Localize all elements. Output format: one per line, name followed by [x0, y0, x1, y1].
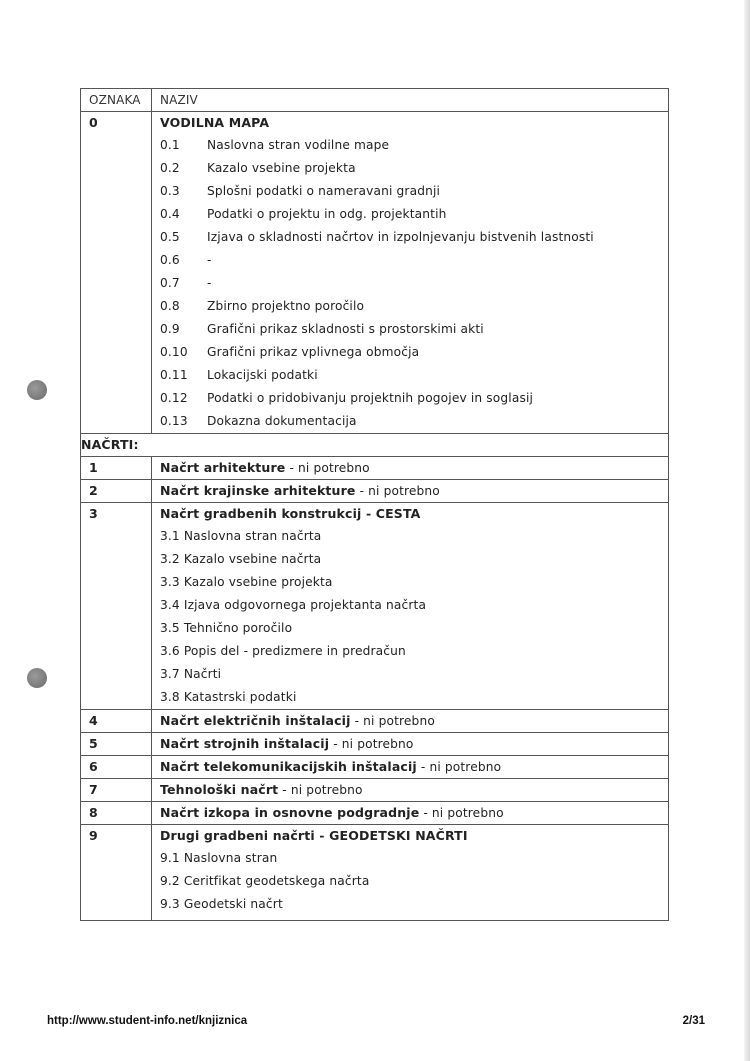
- header-naziv: NAZIV: [152, 89, 669, 112]
- plan-cell: [152, 503, 669, 710]
- table-row-plan-7: [81, 779, 669, 802]
- row-code: 8: [81, 802, 152, 825]
- list-item: 3.4 Izjava odgovornega projektanta načrta: [160, 598, 427, 612]
- nacrti-label: NAČRTI:: [81, 434, 152, 457]
- nacrti-spacer: [152, 434, 669, 457]
- item-number: 0.12: [160, 391, 188, 405]
- item-label: Izjava o skladnosti načrtov in izpolnjevanju bistvenih lastnosti: [207, 230, 594, 244]
- plan-title: Načrt telekomunikacijskih inštalacij: [160, 759, 417, 774]
- vodilna-title: VODILNA MAPA: [160, 115, 270, 130]
- item-number: 0.8: [160, 299, 180, 313]
- list-item: [152, 203, 668, 226]
- plan-status: - ni potrebno: [285, 461, 370, 475]
- list-item: 3.2 Kazalo vsebine načrta: [160, 552, 322, 566]
- list-item: 9.1 Naslovna stran: [160, 851, 278, 865]
- item-label: -: [207, 253, 212, 267]
- table-row-plan-1: [81, 457, 669, 480]
- list-item: 9.2 Ceritfikat geodetskega načrta: [160, 874, 370, 888]
- plan-status: - ni potrebno: [350, 714, 435, 728]
- row-code: 6: [81, 756, 152, 779]
- table-row-plan-6: [81, 756, 669, 779]
- plan-title: Drugi gradbeni načrti - GEODETSKI NAČRTI: [160, 828, 468, 843]
- page-edge-shadow: [744, 0, 750, 1061]
- table-row-nacrti-label: [81, 434, 669, 457]
- plan-cell: [152, 457, 669, 480]
- item-label: Zbirno projektno poročilo: [207, 299, 365, 313]
- item-number: 0.13: [160, 414, 188, 428]
- plan-cell: [152, 480, 669, 503]
- vodilna-content: [152, 112, 669, 434]
- table-row-plan-2: [81, 480, 669, 503]
- item-label: Naslovna stran vodilne mape: [207, 138, 390, 152]
- item-number: 0.11: [160, 368, 188, 382]
- list-item: [152, 180, 668, 203]
- list-item: [152, 249, 668, 272]
- list-item: 3.8 Katastrski podatki: [160, 690, 297, 704]
- plan-title: Načrt strojnih inštalacij: [160, 736, 330, 751]
- list-item: [152, 134, 668, 157]
- row-code: 9: [81, 825, 152, 921]
- list-item: [152, 272, 668, 295]
- item-number: 0.2: [160, 161, 180, 175]
- header-oznaka: OZNAKA: [81, 89, 152, 112]
- plan-title: Načrt krajinske arhitekture: [160, 483, 356, 498]
- item-number: 0.10: [160, 345, 188, 359]
- plan-status: - ni potrebno: [419, 806, 504, 820]
- list-item: 3.3 Kazalo vsebine projekta: [160, 575, 333, 589]
- plan-cell: [152, 710, 669, 733]
- plan-title: Načrt električnih inštalacij: [160, 713, 351, 728]
- table-row-vodilna-mapa: [81, 112, 669, 434]
- row-code: 0: [81, 112, 152, 434]
- item-number: 0.3: [160, 184, 180, 198]
- plan-cell: [152, 825, 669, 921]
- table-row-plan-4: [81, 710, 669, 733]
- item-label: Grafični prikaz vplivnega območja: [207, 345, 420, 359]
- plan-status: - ni potrebno: [355, 484, 440, 498]
- plan-status: - ni potrebno: [416, 760, 502, 774]
- table-row-plan-5: [81, 733, 669, 756]
- list-item: [152, 410, 668, 433]
- item-label: Kazalo vsebine projekta: [207, 161, 356, 175]
- item-label: Podatki o pridobivanju projektnih pogojev in soglasij: [207, 391, 534, 405]
- plan-title: Načrt izkopa in osnovne podgradnje: [160, 805, 420, 820]
- item-number: 0.7: [160, 276, 180, 290]
- list-item: 9.3 Geodetski načrt: [160, 897, 283, 911]
- item-number: 0.6: [160, 253, 180, 267]
- list-item: [152, 295, 668, 318]
- table-row-plan-8: [81, 802, 669, 825]
- item-label: Podatki o projektu in odg. projektantih: [207, 207, 447, 221]
- plan-title: Načrt gradbenih konstrukcij - CESTA: [160, 506, 421, 521]
- list-item: [152, 157, 668, 180]
- item-label: Lokacijski podatki: [207, 368, 318, 382]
- plan-cell: [152, 802, 669, 825]
- plan-title: Tehnološki načrt: [160, 782, 279, 797]
- table-row-plan-3: [81, 503, 669, 710]
- footer-url[interactable]: http://www.student-info.net/knjiznica: [47, 1015, 248, 1027]
- row-code: 7: [81, 779, 152, 802]
- list-item: [152, 341, 668, 364]
- list-item: [152, 318, 668, 341]
- row-code: 5: [81, 733, 152, 756]
- contents-table: [80, 88, 669, 921]
- list-item: 3.7 Načrti: [160, 667, 222, 681]
- item-label: Splošni podatki o nameravani gradnji: [207, 184, 441, 198]
- list-item: 3.6 Popis del - predizmere in predračun: [160, 644, 406, 658]
- plan-cell: [152, 779, 669, 802]
- item-label: Dokazna dokumentacija: [207, 414, 357, 428]
- page-number: 2/31: [682, 1015, 705, 1027]
- list-item: 3.5 Tehnično poročilo: [160, 621, 293, 635]
- item-label: Grafični prikaz skladnosti s prostorskimi akti: [207, 322, 484, 336]
- item-number: 0.5: [160, 230, 180, 244]
- plan-cell: [152, 733, 669, 756]
- plan-title: Načrt arhitekture: [160, 460, 286, 475]
- row-code: 2: [81, 480, 152, 503]
- row-code: 1: [81, 457, 152, 480]
- item-label: -: [207, 276, 212, 290]
- item-number: 0.1: [160, 138, 180, 152]
- table-row-plan-9: [81, 825, 669, 921]
- item-number: 0.9: [160, 322, 180, 336]
- plan-status: - ni potrebno: [278, 783, 363, 797]
- list-item: [152, 387, 668, 410]
- item-number: 0.4: [160, 207, 180, 221]
- row-code: 4: [81, 710, 152, 733]
- punch-hole-top: [27, 380, 47, 400]
- plan-status: - ni potrebno: [329, 737, 414, 751]
- list-item: [152, 226, 668, 249]
- plan-cell: [152, 756, 669, 779]
- list-item: 3.1 Naslovna stran načrta: [160, 529, 322, 543]
- table-header-row: [81, 89, 669, 112]
- list-item: [152, 364, 668, 387]
- punch-hole-bottom: [27, 668, 47, 688]
- row-code: 3: [81, 503, 152, 710]
